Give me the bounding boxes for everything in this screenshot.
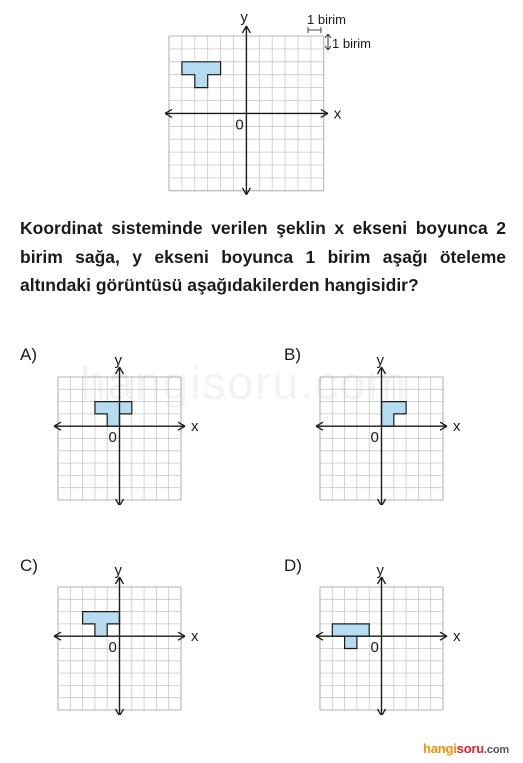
option-a-label[interactable]: A)	[20, 345, 37, 364]
question-text: Koordinat sisteminde verilen şeklin x ekseni boyunca 2 birim sağa, y ekseni boyunca 1 birim aşağı öteleme altındaki görüntüsü aşağıdakilerden hangisidir?	[20, 218, 506, 295]
option-d-label[interactable]: D)	[284, 556, 302, 575]
option-t-shape	[95, 402, 132, 427]
main-x-axis-label: x	[333, 105, 342, 123]
option-x-axis-label: x	[453, 418, 461, 436]
brand-logo	[423, 741, 509, 756]
option-origin-label: 0	[370, 429, 379, 447]
option-t-shape	[382, 402, 407, 427]
option-a-grid[interactable]	[40, 350, 210, 505]
unit-vertical-arrow-icon	[324, 34, 332, 50]
unit-vertical-label: 1 birim	[332, 36, 372, 51]
option-origin-label: 0	[370, 639, 379, 657]
option-c-label[interactable]: C)	[20, 556, 38, 575]
option-y-axis-label: y	[376, 352, 384, 369]
option-t-shape	[83, 612, 120, 637]
option-b-grid[interactable]	[302, 350, 472, 505]
option-y-axis-label: y	[376, 562, 384, 579]
option-c-grid[interactable]	[40, 560, 210, 715]
option-y-axis-label: y	[114, 562, 122, 579]
unit-horizontal-label: 1 birim	[307, 12, 347, 27]
option-y-axis-label: y	[114, 352, 122, 369]
main-y-axis-label: y	[240, 9, 248, 26]
option-x-axis-label: x	[191, 628, 199, 646]
brand-part-3: .com	[484, 744, 509, 756]
option-b-label[interactable]: B)	[284, 345, 301, 364]
main-t-shape	[182, 62, 221, 88]
option-x-axis-label: x	[453, 628, 461, 646]
option-d-grid[interactable]	[302, 560, 472, 715]
main-origin-label: 0	[235, 116, 244, 134]
brand-part-1: hangi	[423, 741, 457, 756]
option-origin-label: 0	[108, 639, 117, 657]
unit-horizontal-marker	[307, 27, 323, 33]
option-x-axis-label: x	[191, 418, 199, 436]
main-axes	[165, 26, 328, 195]
option-origin-label: 0	[108, 429, 117, 447]
brand-part-2: soru	[456, 741, 485, 756]
